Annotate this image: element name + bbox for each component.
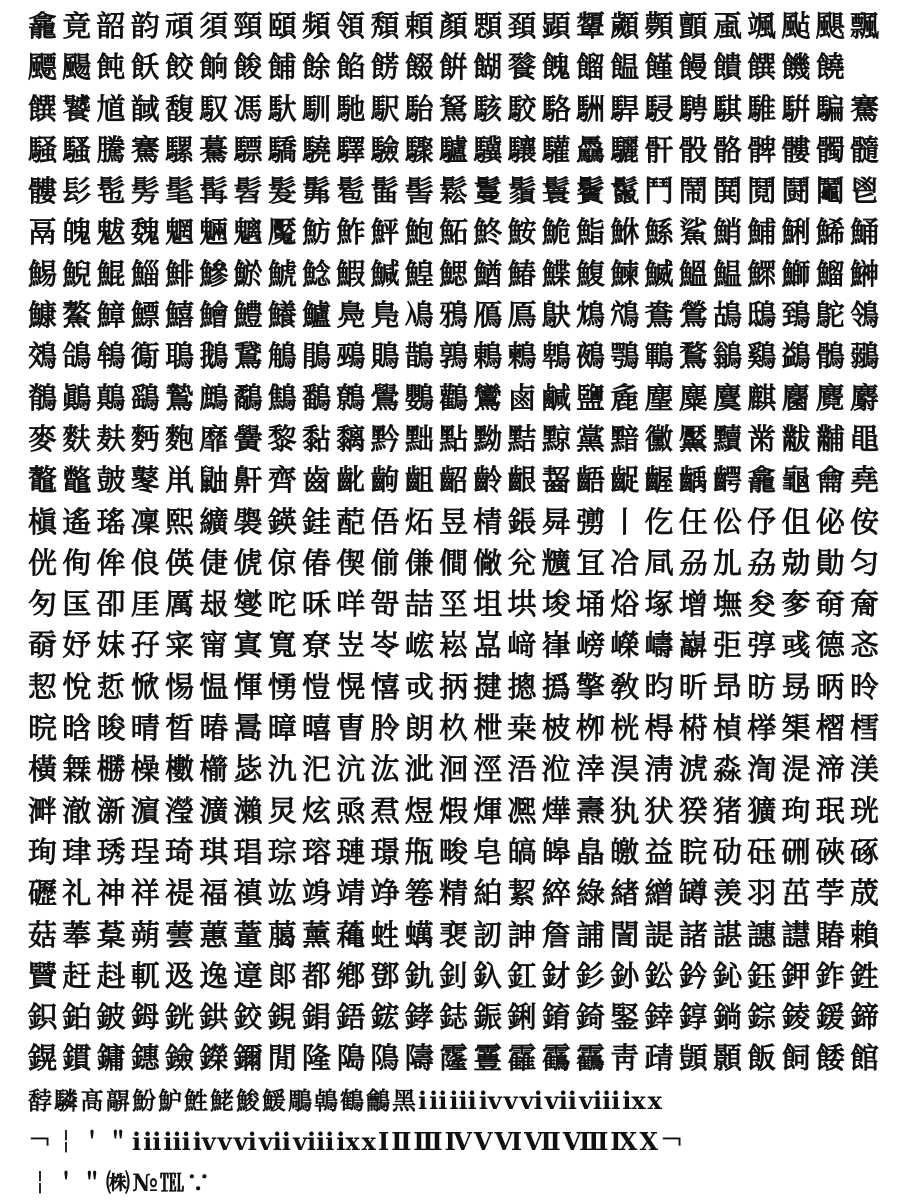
glyph-row: 槇遙瑤凜熙纊褜鍈銈蓜俉炻昱棈鋹曻彅丨仡仼伀伃伹佖侒 xyxy=(28,504,885,539)
glyph-row: ￢￤＇＂ⅰⅱⅲⅳⅴⅵⅶⅷⅸⅹⅠⅡⅢⅣⅤⅥⅦⅧⅨⅩ￢ xyxy=(28,1127,686,1157)
glyph-row: 奣妤妺孖寀甯寘寬尞岦岺峵崧嵓﨑嵂嵭嶸嶹巐弡弴彧德忞 xyxy=(28,628,885,663)
glyph-row: 鼇鼈皷鼕鼡鼬鼾齊齒齔齣齟齠齡齦齧齬齪齷齲齶龕龜龠堯 xyxy=(28,463,885,498)
glyph-row: 鵁鴿鴾鵆鵈鵝鵞鵤鵑鵐鵙鵲鶉鶇鶫鵯鵺鶚鶤鶩鶲鷄鷁鶻鶸 xyxy=(28,339,885,374)
glyph-row: 飃颺飩飫餃餉餕餔餘餡餝餟餠餬餮餽餾饂饉饅饋饌饑饒 xyxy=(28,50,851,85)
glyph-row: 鯣鯢鯤鯔鯡鰺鯲鯱鯰鰕鰔鰉鰓鰌鰆鰈鰒鰊鰄鰮鰛鰥鰤鰡鰰 xyxy=(28,256,885,291)
glyph-row: 馞驎髙髜魵魲鮏鮱鮻鰀鵰鵫鶴鸙黑ⅰⅱⅲⅳⅴⅵⅶⅷⅸⅹ xyxy=(28,1085,664,1115)
glyph-sheet xyxy=(28,6,885,1204)
glyph-row: 鶺鷆鷏鷂鷙鷓鷸鷦鷭鷯鷽鸚鸛鸞鹵鹹鹽麁麈麋麌麒麕麑麝 xyxy=(28,380,885,415)
glyph-row: ￤＇＂㈱№℡∵ xyxy=(28,1168,213,1198)
glyph-row: 珣珒琇珵琦琪琩琮瑢璉璟甁畯皂皜皞皛皦益睆劯砡硎硤硺 xyxy=(28,834,885,869)
glyph-row: 騒騷騰騫騾驀驃驕驍驛驗驟驢驥驤驩驫驪骭骰骼髀髏髑髓 xyxy=(28,132,885,167)
glyph-row: 鎤鏆鏞鏸鐱鑅鑈閒隆﨩隝隯霳霻靃靍靏靑靕顗顥飯飼餧館 xyxy=(28,1041,885,1076)
glyph-row: 鉙鉑鈹鉧銧鉷鉸鋧鋗鋙鋐﨧鋕鋠鋓錥錡鋻﨨錞鋿錝錂鍰鍗 xyxy=(28,1000,885,1035)
glyph-row: 菇菶葈蒴蕓蕙蕫﨟薰蘒﨡蠇裵訒訷詹誧誾諟諸諶譓譿賰賴 xyxy=(28,917,885,952)
glyph-row: 饌饕馗馘馥馭馮馱馴馳駅駘駑駭駮駱駲駻駸騁騏騅騈騙騫 xyxy=(28,91,885,126)
glyph-row: 龕竟韶韵頑須頸頤頻領頽頼顏顋頚顕顰顪顭顫颪颯颭颶飄 xyxy=(28,9,885,43)
glyph-row: 溿澈澵濵瀅瀇瀨炅炫焏焄煜煆煇凞燁燾犱犾猤猪獷玽珉珖 xyxy=(28,793,885,828)
glyph-row: 恝悅悊惞惕愠惲愑愷愰憘戓抦揵摠撝擎敎昀昕昻昉昮昞昤 xyxy=(28,669,885,704)
glyph-row: 匇匤卲厓厲叝燮咜咊咩哿喆坙坥垬埈埇焀塚增墲夋奓奛奝 xyxy=(28,587,885,622)
glyph-row: 橫橆橳橾櫢櫤毖氿汜沆汯泚洄涇浯涖涬淏淸淲淼渹湜渧渼 xyxy=(28,752,885,787)
glyph-row: 礰礼神祥禔福禛竑竧靖竫箞精絈絜綷綠緖繒罇羡羽茁荢荿 xyxy=(28,876,885,911)
glyph-row: 贒赶﨣軏﨤逸遧郞都鄕鄧釚釗釞釭釮釤釥鈆鈐鈊鈺鉀鈼鉎 xyxy=(28,958,885,993)
glyph-row: 鱇鰲鱆鰾鱚鱠鱧鱶鱸鳧鳬鳰鴉鴈鳫鴃鴆鴪鴦鶯鴣鴟鵄鴕鴒 xyxy=(28,298,885,333)
glyph-row: 侊侚侔俍偀倢俿倞偆偰偂傔僴僘兊兤冝冾凬刕劜劦勀勛匀 xyxy=(28,545,885,580)
glyph-row: 髏髟髢髣髦髯髫髮髴髱髷髻鬆鬘鬚鬟鬢鬣鬥鬧鬨鬩鬪鬮鬯 xyxy=(28,174,885,209)
glyph-row: 麥麩麸麪麭靡黌黎黏黐黔黜點黝黠黥黨黯黴黶黷黹黻黼黽 xyxy=(28,421,885,456)
glyph-row: 鬲魄魃魏魍魎魑魘魴鮓鮃鮑鮖鮗鮟鮠鮨鮴鯀鯊鮹鯆鯏鯑鯒 xyxy=(28,215,885,250)
glyph-row: 晥晗晙晴晳暙暠暲暿曺朎朗杦枻桒柀栁桄棏﨓楨﨔榘槢樰 xyxy=(28,711,885,746)
